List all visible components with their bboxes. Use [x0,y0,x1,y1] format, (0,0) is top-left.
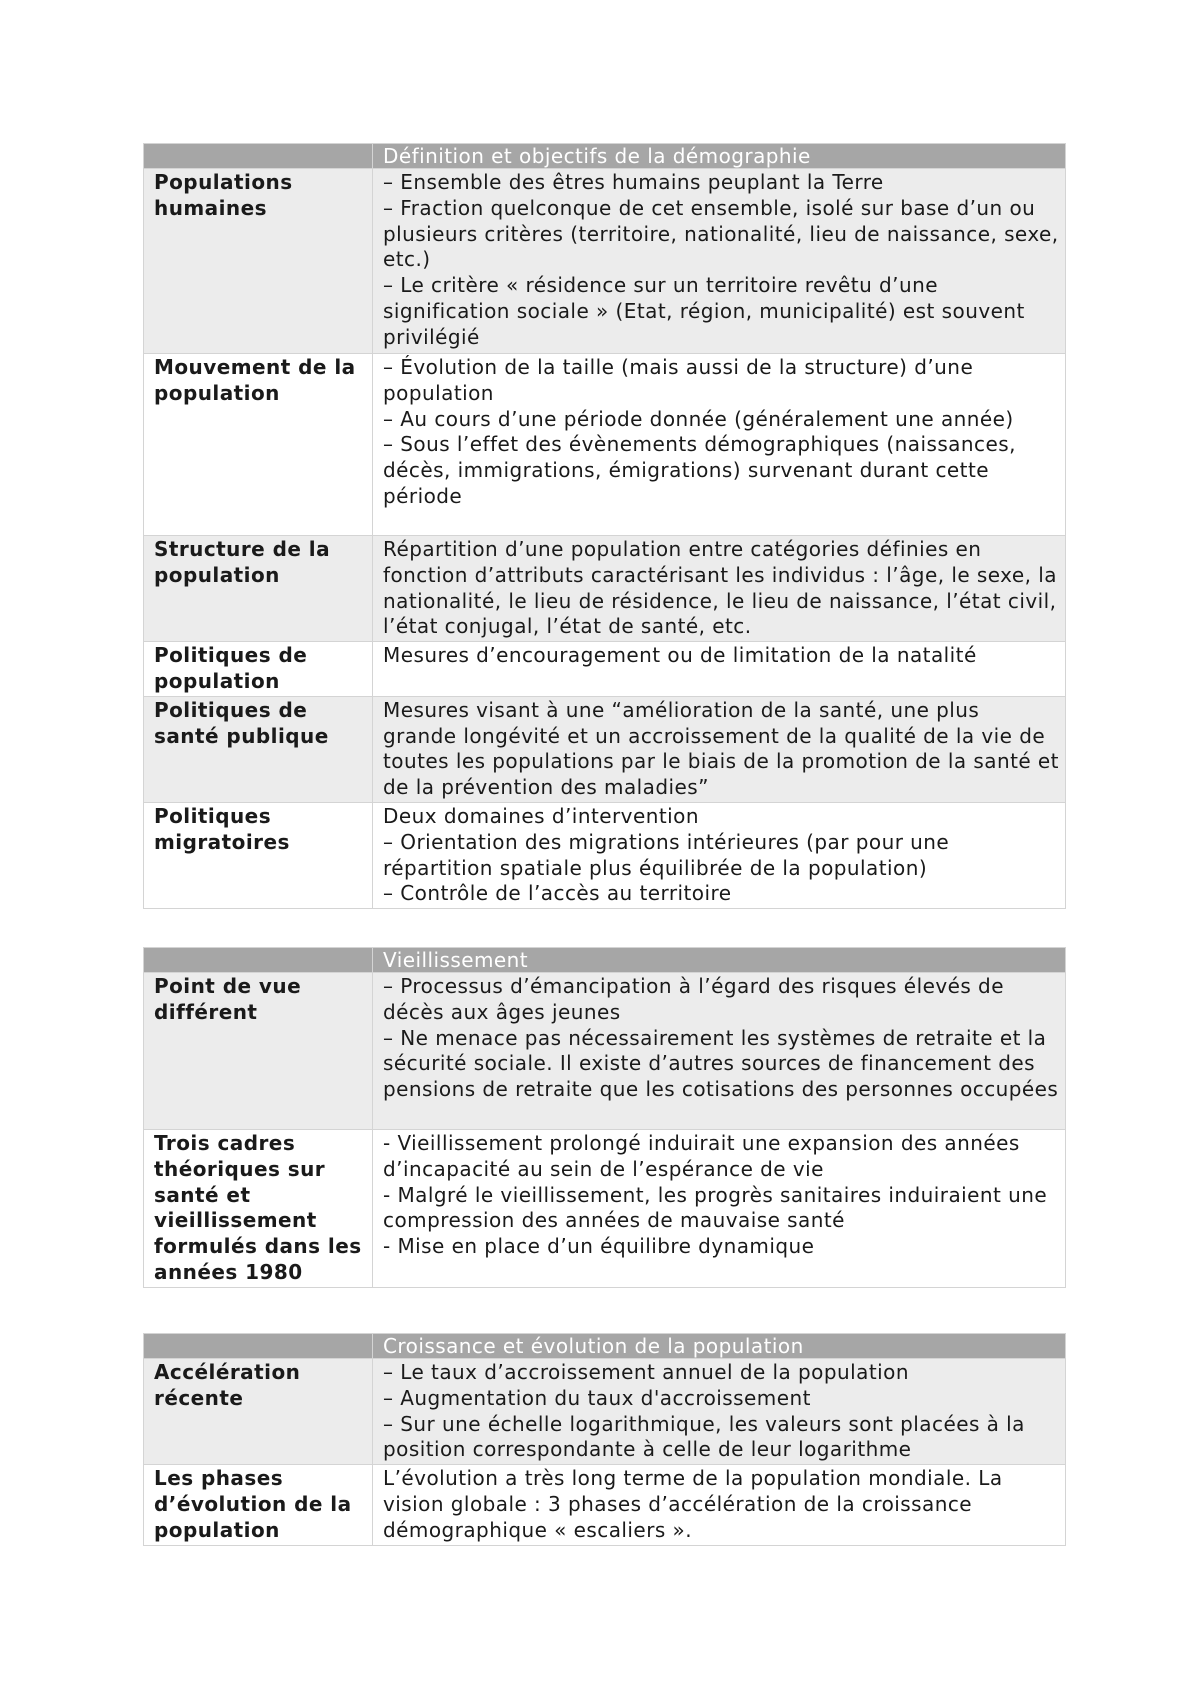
table-row [144,802,1066,908]
table-row [144,536,1066,642]
table-header-row [144,144,1066,169]
description-line: – Orientation des migrations intérieures (par pour une répartition spatiale plus équilibrée de la population) [383,829,950,880]
description-line: – Le critère « résidence sur un territoire revêtu d’une signification sociale » (Etat, région, municipalité) est souvent privilégié [383,273,1025,349]
table-header-row [144,1334,1066,1359]
row-term: Point de vue différent [144,973,373,1130]
description-line: – Sous l’effet des évènements démographiques (naissances, décès, immigrations, émigrations) survenant durant cette période [383,432,1016,508]
description-line: – Ne menace pas nécessairement les systèmes de retraite et la sécurité sociale. Il existe d’autres sources de financement des pensions de retraite que les cotisations des personnes occupées [383,1025,1059,1102]
description-line: Répartition d’une population entre catégories définies en fonction d’attributs caractérisant les individus : l’âge, le sexe, la nationalité, le lieu de résidence, le lieu de naissance, l’état civil, l’état conjugal, l’état de santé, etc. [383,537,1057,639]
description-line: L’évolution a très long terme de la population mondiale. La vision globale : 3 phases d’accélération de la croissance démographique « escaliers ». [383,1466,1003,1542]
description-line: – Augmentation du taux d'accroissement [383,1385,811,1410]
description-line: – Contrôle de l’accès au territoire [383,881,732,906]
table-vieillissement [143,947,1065,1288]
row-description [373,642,1066,697]
description-line: – Sur une échelle logarithmique, les valeurs sont placées à la position correspondante à celle de leur logarithme [383,1411,1025,1462]
table-demographie [143,143,1065,909]
table-row [144,1465,1066,1545]
row-term: Politiques migratoires [144,802,373,908]
row-description [373,973,1066,1130]
table-row [144,354,1066,536]
description-line: – Processus d’émancipation à l’égard des risques élevés de décès aux âges jeunes [383,974,1004,1024]
description-line: – Ensemble des êtres humains peuplant la Terre [383,170,884,194]
table-row [144,696,1066,802]
table-row [144,1359,1066,1465]
row-term: Les phases d’évolution de la population [144,1465,373,1545]
table-croissance [143,1333,1065,1546]
table-title: Vieillissement [373,948,1066,973]
row-term: Trois cadres théoriques sur santé et vieillissement formulés dans les années 1980 [144,1130,373,1288]
row-description [373,536,1066,642]
table-row [144,642,1066,697]
row-term: Structure de la population [144,536,373,642]
description-line: - Mise en place d’un équilibre dynamique [383,1234,815,1259]
row-description [373,1130,1066,1288]
description-line: Mesures d’encouragement ou de limitation de la natalité [383,643,977,668]
table-title: Croissance et évolution de la population [373,1334,1066,1359]
description-line: Mesures visant à une “amélioration de la santé, une plus grande longévité et un accroissement de la qualité de la vie de toutes les populations par le biais de la promotion de la santé et de la prévention des maladies” [383,697,1059,800]
header-empty-cell [144,144,373,169]
header-empty-cell [144,1334,373,1359]
aging-table [143,947,1066,1288]
row-term: Accélération récente [144,1359,373,1465]
row-description [373,696,1066,802]
table-header-row [144,948,1066,973]
description-line: – Fraction quelconque de cet ensemble, isolé sur base d’un ou plusieurs critères (territoire, nationalité, lieu de naissance, sexe, etc.) [383,195,1059,272]
table-title: Définition et objectifs de la démographie [373,144,1066,169]
description-line: – Évolution de la taille (mais aussi de la structure) d’une population [383,355,974,405]
header-empty-cell [144,948,373,973]
description-line: – Le taux d’accroissement annuel de la population [383,1360,909,1384]
table-row [144,169,1066,354]
row-term: Politiques de santé publique [144,696,373,802]
description-line: Deux domaines d’intervention [383,803,699,828]
row-description [373,169,1066,354]
growth-table [143,1333,1066,1546]
row-description [373,354,1066,536]
row-description [373,802,1066,908]
row-description [373,1359,1066,1465]
row-description [373,1465,1066,1545]
definition-table [143,143,1066,909]
description-line: – Au cours d’une période donnée (généralement une année) [383,406,1014,431]
table-row [144,1130,1066,1288]
row-term: Politiques de population [144,642,373,697]
table-row [144,973,1066,1130]
description-line: - Malgré le vieillissement, les progrès sanitaires induiraient une compression des années de mauvaise santé [383,1182,1048,1233]
description-line: - Vieillissement prolongé induirait une expansion des années d’incapacité au sein de l’espérance de vie [383,1131,1020,1181]
row-term: Populations humaines [144,169,373,354]
row-term: Mouvement de la population [144,354,373,536]
